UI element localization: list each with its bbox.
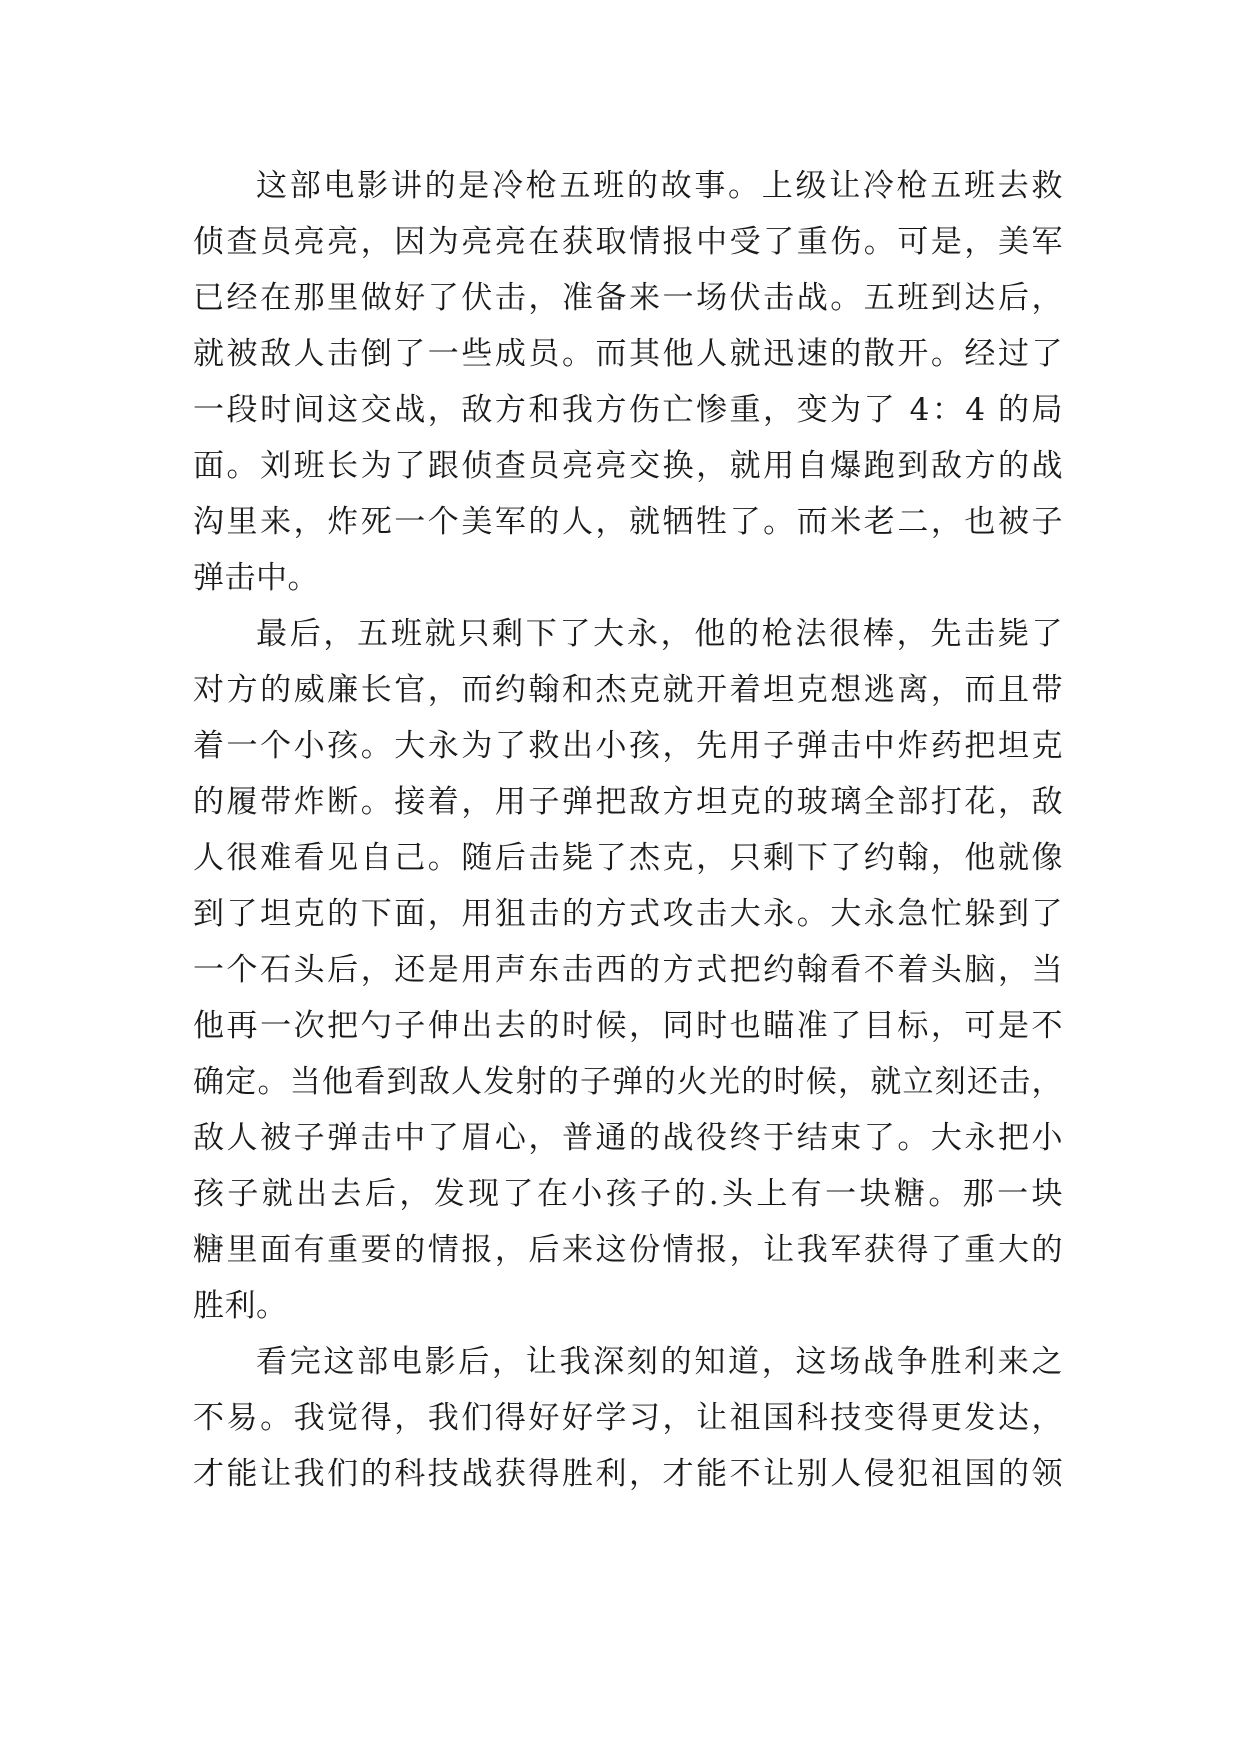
paragraph-2-line-10: 敌人被子弹击中了眉心，普通的战役终于结束了。大永把小 bbox=[193, 1120, 1063, 1156]
paragraph-2-line-7: 一个石头后，还是用声东击西的方式把约翰看不着头脑，当 bbox=[193, 952, 1063, 988]
paragraph-3-line-3: 才能让我们的科技战获得胜利，才能不让别人侵犯祖国的领 bbox=[193, 1456, 1063, 1492]
paragraph-3-line-1: 看完这部电影后，让我深刻的知道，这场战争胜利来之 bbox=[256, 1344, 1063, 1380]
paragraph-1-line-8: 弹击中。 bbox=[193, 560, 319, 596]
paragraph-1-line-3: 已经在那里做好了伏击，准备来一场伏击战。五班到达后， bbox=[193, 280, 1063, 316]
body-text bbox=[193, 158, 1063, 1502]
paragraph-2-line-9: 确定。当他看到敌人发射的子弹的火光的时候，就立刻还击， bbox=[193, 1064, 1063, 1100]
paragraph-3-line-2: 不易。我觉得，我们得好好学习，让祖国科技变得更发达， bbox=[193, 1400, 1063, 1436]
paragraph-2-line-4: 的履带炸断。接着，用子弹把敌方坦克的玻璃全部打花，敌 bbox=[193, 784, 1063, 820]
paragraph-2-line-1: 最后，五班就只剩下了大永，他的枪法很棒，先击毙了 bbox=[256, 616, 1063, 652]
paragraph-1-line-4: 就被敌人击倒了一些成员。而其他人就迅速的散开。经过了 bbox=[193, 336, 1063, 372]
paragraph-1-line-7: 沟里来，炸死一个美军的人，就牺牲了。而米老二，也被子 bbox=[193, 504, 1063, 540]
paragraph-2-line-6: 到了坦克的下面，用狙击的方式攻击大永。大永急忙躲到了 bbox=[193, 896, 1063, 932]
paragraph-2-line-12: 糖里面有重要的情报，后来这份情报，让我军获得了重大的 bbox=[193, 1232, 1063, 1268]
paragraph-2-line-8: 他再一次把勺子伸出去的时候，同时也瞄准了目标，可是不 bbox=[193, 1008, 1063, 1044]
paragraph-1-line-5: 一段时间这交战，敌方和我方伤亡惨重，变为了 4：4 的局 bbox=[193, 392, 1063, 428]
paragraph-1-line-2: 侦查员亮亮，因为亮亮在获取情报中受了重伤。可是，美军 bbox=[193, 224, 1063, 260]
paragraph-2-line-5: 人很难看见自己。随后击毙了杰克，只剩下了约翰，他就像 bbox=[193, 840, 1063, 876]
paragraph-2-line-13: 胜利。 bbox=[193, 1288, 288, 1324]
paragraph-1-line-1: 这部电影讲的是冷枪五班的故事。上级让冷枪五班去救 bbox=[256, 168, 1063, 204]
paragraph-1-line-6: 面。刘班长为了跟侦查员亮亮交换，就用自爆跑到敌方的战 bbox=[193, 448, 1063, 484]
paragraph-2-line-2: 对方的威廉长官，而约翰和杰克就开着坦克想逃离，而且带 bbox=[193, 672, 1063, 708]
paragraph-2-line-11: 孩子就出去后，发现了在小孩子的.头上有一块糖。那一块 bbox=[193, 1176, 1063, 1212]
paragraph-2-line-3: 着一个小孩。大永为了救出小孩，先用子弹击中炸药把坦克 bbox=[193, 728, 1063, 764]
